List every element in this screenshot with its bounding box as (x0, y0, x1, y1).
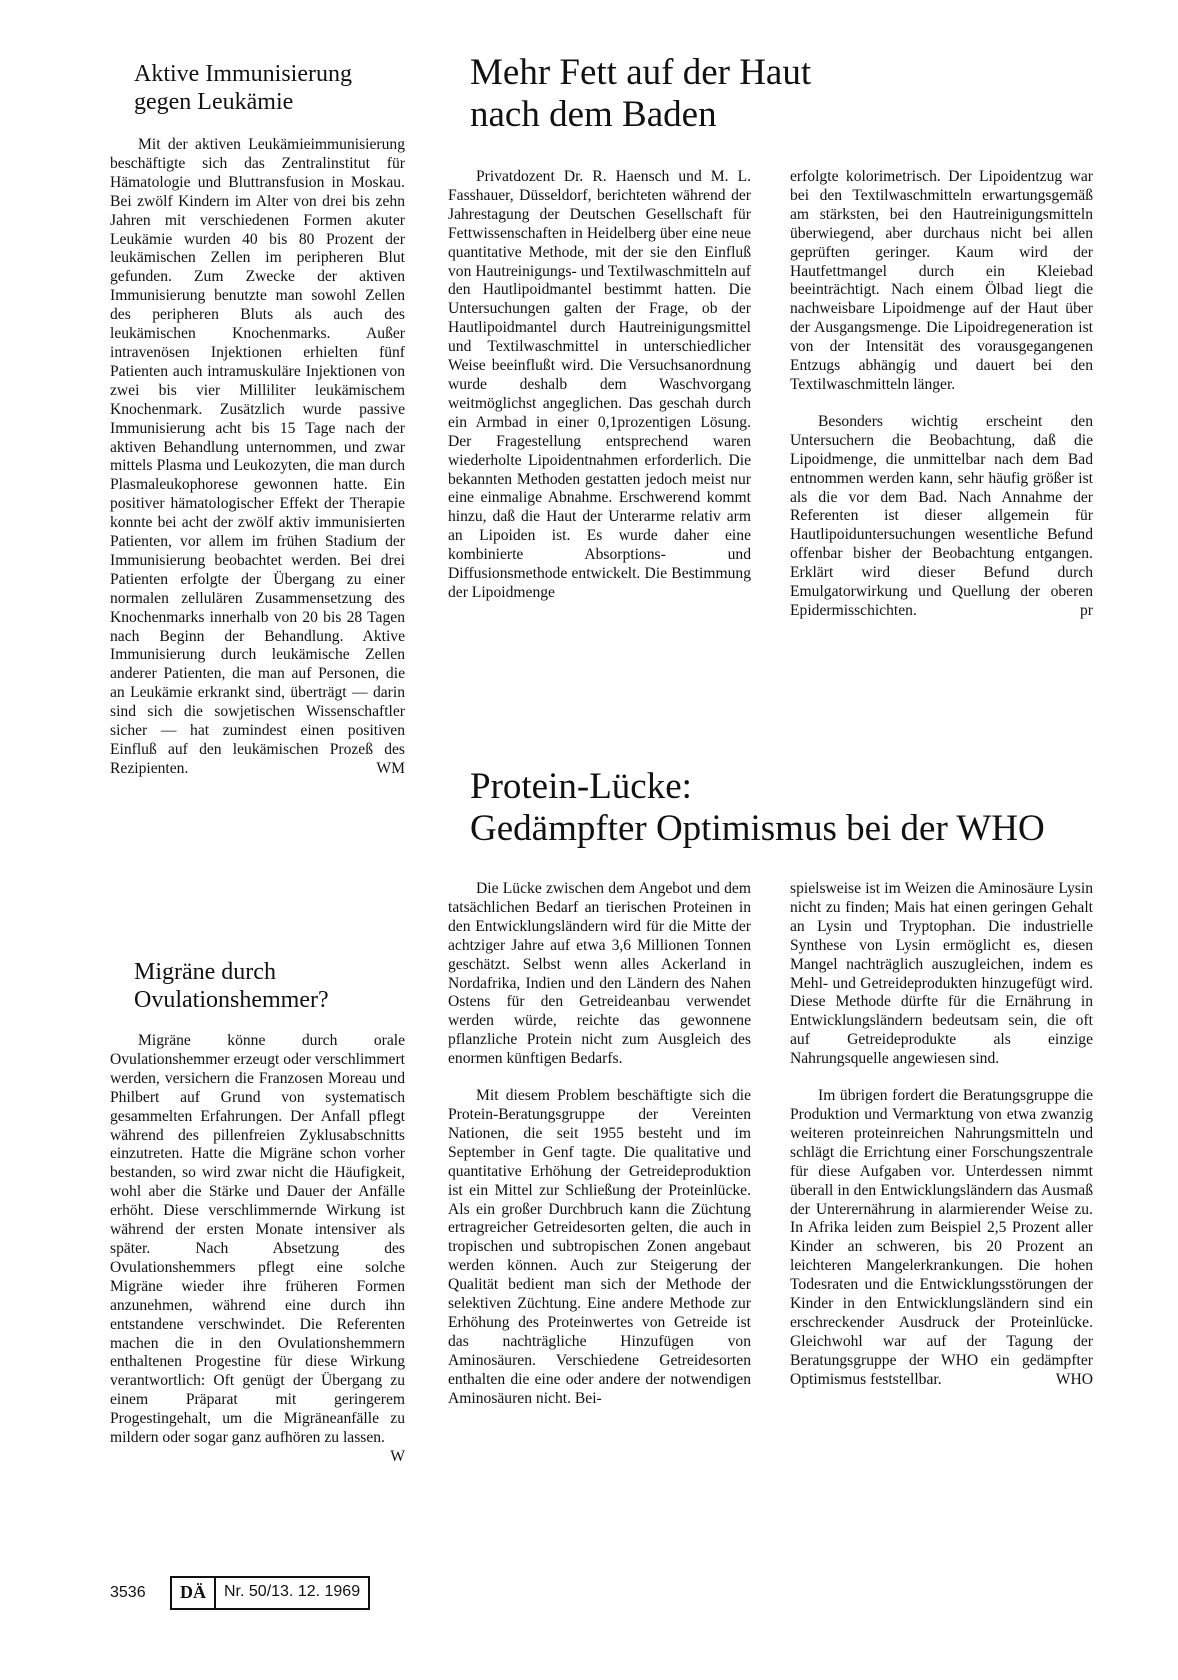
author-signature: WM (376, 759, 405, 777)
paragraph: Die Lücke zwischen dem Angebot und dem tatsächlichen Bedarf an tierischen Proteinen in den Entwicklungsländern wird für die Mitte der achtziger Jahre auf etwa 3,6 Millionen Tonnen geschätzt. Selbst wenn alles Ackerland in Nordafrika, Indien und den Ländern des Nahen Ostens für den Getreideanbau verwendet werden würde, reichte das gewonnene pflanzliche Protein nicht zum Ausgleich des enormen künftigen Bedarfs. (448, 880, 751, 1068)
article-column (448, 168, 751, 603)
article-column (790, 168, 1093, 621)
paragraph: spielsweise ist im Weizen die Aminosäure Lysin nicht zu finden; Mais hat einen geringen Gehalt an Lysin und Tryptophan. Die industrielle Synthese von Lysin ermöglicht es, diesen Mangel nachträglich auszugleichen, indem es Mehl- und Getreideprodukten hinzugefügt wird. Diese Methode dürfte für die Ernährung in Entwicklungsländern bedeutsam sein, die oft auf Getreideprodukte als einzige Nahrungsquelle angewiesen sind. (790, 880, 1093, 1068)
article-leukemia (110, 60, 405, 779)
paragraph: Migräne könne durch orale Ovulationshemmer erzeugt oder verschlimmert werden, versichern die Franzosen Moreau und Philbert auf Grund von systematisch gesammelten Erfahrungen. Der Anfall pflegt während des pillenfreien Zyklusabschnitts einzutreten. Hatte die Migräne schon vorher bestanden, so wird zwar nicht die Häufigkeit, wohl aber die Stärke und Dauer der Anfälle erhöht. Diese verschlimmernde Wirkung ist während der ersten Monate intensiver als später. Nach Absetzung des Ovulationshemmers pflegt eine solche Migräne wieder ihre früheren Formen anzunehmen, während eine durch ihn entstandene verschwindet. Die Referenten machen die in den Ovulationshemmern enthaltenen Progestine für diese Wirkung verantwortlich: Oft genügt der Übergang zu einem Präparat mit geringerem Progestingehalt, um die Migräneanfälle zu mildern oder sogar ganz aufhören zu lassen. W (110, 1032, 405, 1465)
issue-date: Nr. 50/13. 12. 1969 (224, 1583, 361, 1600)
article-title (110, 958, 405, 1014)
article-column (448, 880, 751, 1408)
article-skin-fat (448, 52, 1108, 136)
author-signature: pr (1080, 601, 1093, 619)
journal-logo: DÄ (172, 1578, 216, 1608)
author-signature: WHO (1055, 1370, 1093, 1388)
title-line: Protein-Lücke: (470, 766, 692, 807)
article-migraine (110, 958, 405, 1467)
title-line: nach dem Baden (470, 94, 717, 135)
paragraph: Mit der aktiven Leukämieimmunisierung beschäftigte sich das Zentralinstitut für Hämatologie und Bluttransfusion in Moskau. Bei zwölf Kindern im Alter von drei bis zehn Jahren mit verschiedenen Formen akuter Leukämie wurden 40 bis 80 Prozent der leukämischen Zellen im peripheren Blut gefunden. Zum Zwecke der aktiven Immunisierung benutzte man sowohl Zellen des peripheren Bluts als auch des leukämischen Knochenmarks. Außer intravenösen Injektionen erhielten fünf Patienten auch intramuskuläre Injektionen von zwei bis vier Milliliter leukämischem Knochenmark. Zusätzlich wurde passive Immunisierung acht bis 15 Tage nach der aktiven Behandlung unternommen, und zwar mittels Plasma und Leukozyten, die man durch Plasmaleukophorese gewonnen hatte. Ein positiver hämatologischer Effekt der Therapie konnte bei acht der zwölf aktiv immunisierten Patienten, vor allem im frühen Stadium der Immunisierung beobachtet werden. Bei drei Patienten erfolgte der Übergang zu einer normalen zellulären Zusammensetzung des Knochenmarks innerhalb von 20 bis 28 Tagen nach Beginn der Behandlung. Aktive Immunisierung durch leukämische Zellen anderer Patienten, die man auf Personen, die an Leukämie erkrankt sind, überträgt — darin sind sich die sowjetischen Wissenschaftler sicher — hat zumindest einen positiven Einfluß auf den leukämischen Prozeß des Rezipienten. WM (110, 136, 405, 777)
footer-masthead (170, 1576, 370, 1610)
article-column (790, 880, 1093, 1390)
title-line: Aktive Immunisierung (134, 61, 352, 87)
title-line: Migräne durch (134, 959, 276, 985)
article-title (448, 52, 1108, 136)
paragraph: Besonders wichtig erscheint den Untersuchern die Beobachtung, daß die Lipoidmenge, die unmittelbar nach dem Bad entnommen werden kann, sehr häufig größer ist als die vor dem Bad. Nach Annahme der Referenten ist dieser allgemein für Hautlipoiduntersuchungen wesentliche Befund offenbar bisher der Beobachtung entgangen. Erklärt wird dieser Befund durch Emulgatorwirkung und Quellung der oberen Epidermisschichten. pr (790, 412, 1093, 619)
title-line: gegen Leukämie (134, 89, 294, 115)
title-line: Gedämpfter Optimismus bei der WHO (470, 808, 1045, 849)
article-body (110, 1032, 405, 1465)
paragraph: erfolgte kolorimetrisch. Der Lipoidentzug war bei den Textilwaschmitteln erwartungsgemäß am stärksten, bei den Hautreinigungsmitteln überwiegend, aber durchaus nicht bei allen geprüften geringer. Kaum wird der Hautfettmangel durch ein Kleiebad beeinträchtigt. Nach einem Ölbad liegt die nachweisbare Lipoidmenge auf der Haut über der Ausgangsmenge. Die Lipoidregeneration ist von der Intensität des vorausgegangenen Entzugs abhängig und dauert bei den Textilwaschmitteln länger. (790, 168, 1093, 393)
paragraph: Mit diesem Problem beschäftigte sich die Protein-Beratungsgruppe der Vereinten Nationen, die seit 1955 besteht und im September in Genf tagte. Die qualitative und quantitative Erhöhung der Getreideproduktion ist ein Mittel zur Schließung der Proteinlücke. Als ein großer Durchbruch kann die Züchtung ertragreicher Getreidesorten gelten, die auch in tropischen und subtropischen Zonen angebaut werden können. Auch zur Steigerung der Qualität bedient man sich der Methode der selektiven Züchtung. Eine andere Methode zur Erhöhung des Proteinwertes von Getreide ist das nachträgliche Hinzufügen von Aminosäuren. Verschiedene Getreidesorten enthalten die eine oder andere der notwendigen Aminosäuren nicht. Bei- (448, 1087, 751, 1407)
article-body (110, 136, 405, 779)
author-signature: W (390, 1447, 405, 1465)
page-number: 3536 (110, 1584, 146, 1601)
paragraph: Privatdozent Dr. R. Haensch und M. L. Fasshauer, Düsseldorf, berichteten während der Jahrestagung der Deutschen Gesellschaft für Fettwissenschaften in Heidelberg über eine neue quantitative Methode, mit der sie den Einfluß von Hautreinigungs- und Textilwaschmitteln auf den Hautlipoidmantel bestimmt hatten. Die Untersuchungen galten der Frage, ob der Hautlipoidmantel durch Hautreinigungsmittel und Textilwaschmittel in unterschiedlicher Weise beeinflußt wird. Die Versuchsanordnung wurde deshalb dem Waschvorgang weitmöglichst angeglichen. Das geschah durch ein Armbad in einer 0,1prozentigen Lösung. Der Fragestellung entsprechend waren wiederholte Lipoidentnahmen erforderlich. Die bekannten Methoden gestatten jedoch meist nur eine einmalige Abnahme. Erschwerend kommt hinzu, daß die Haut der Unterarme relativ arm an Lipoiden ist. Es wurde daher eine kombinierte Absorptions- und Diffusionsmethode entwickelt. Die Bestimmung der Lipoidmenge (448, 168, 751, 601)
article-title (448, 766, 1108, 850)
title-line: Ovulationshemmer? (134, 987, 329, 1013)
title-line: Mehr Fett auf der Haut (470, 52, 812, 93)
article-protein-gap (448, 766, 1108, 850)
paragraph: Im übrigen fordert die Beratungsgruppe die Produktion und Vermarktung von etwa zwanzig weiteren proteinreichen Nahrungsmitteln und schlägt die Errichtung einer Forschungszentrale für diese Aufgaben vor. Unterdessen nimmt überall in den Entwicklungsländern das Ausmaß der Unterernährung in alarmierender Weise zu. In Afrika leiden zum Beispiel 2,5 Prozent aller Kinder an schweren, bis 20 Prozent an leichteren Mangelerkrankungen. Die hohen Todesraten und die Entwicklungsstörungen der Kinder in den Entwicklungsländern sind ein erschreckender Ausdruck der Proteinlücke. Gleichwohl war auf der Tagung der Beratungsgruppe der WHO ein gedämpfter Optimismus feststellbar. WHO (790, 1087, 1093, 1388)
article-title (110, 60, 405, 116)
